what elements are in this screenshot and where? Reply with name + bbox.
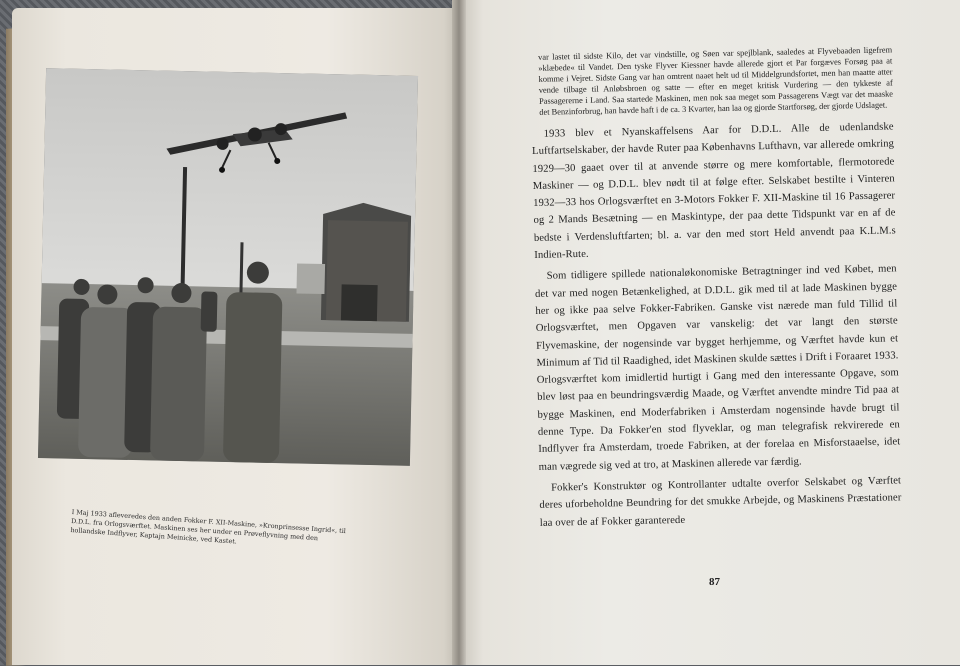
book-gutter [452, 0, 466, 665]
body-paragraph-1: 1933 blev et Nyanskaffelsens Aar for D.D.L. Alle de udenlandske Luftfartselskaber, der havde Ruter paa Københavns Lufthavn, var allerede omkring 1929—30 gaaet over til at anvende større og mere komfortable, flermotorede Maskiner — og D.D.L. blev nødt til at følge efter. Selskabet bestilte i Vinteren 1932—33 hos Orlogsværftet en 3-Motors Fokker F. XII-Maskine til 16 Passagerer og 2 Mands Besætning — en Maskintype, der paa dette Tidspunkt var en af de bedste i Verdensluftfarten; bl. a. var den med stort Held anvendt paa K.L.M.s Indien-Rute. [531, 121, 896, 262]
hangar [321, 202, 411, 322]
distant-building [296, 263, 325, 294]
photo-caption: I Maj 1933 afleveredes den anden Fokker F. XII-Maskine, »Kronprinsesse Ingrid«, til D.D.L. fra Orlogsværftet. Maskinen ses her under en Prøveflyvning med den hollandske Indflyver, Kaptajn Meinicke, ved Kastet. [70, 508, 347, 546]
right-page-text [530, 44, 902, 535]
body-paragraph-3: Fokker's Konstruktør og Kontrollanter udtalte overfor Selskabet og Værftet deres uforbeholdne Beundring for det smukke Arbejde, og Maskinens Præstationer laa over de af Fokker garanterede [539, 475, 902, 529]
page-number: 87 [709, 576, 720, 588]
body-paragraph-2: Som tidligere spillede nationaløkonomiske Betragtninger ind ved Købet, men det var med nogen Betænkelighed, at D.D.L. gik med til at lade Maskinen bygge her og ikke paa selve Fokker-Fabriken. Ganske vist nærede man fuld Tillid til Orlogsværftet, men Opgaven var vanskelig: det var langt den største Flyvemaskine, der nogensinde var bygget herhjemme, og Værftet havde kun et Minimum af Tid til Raadighed, idet Maskinen skulde sættes i Drift i Foraaret 1933. Orlogsværftet kom imidlertid hurtigt i Gang med den interessante Opgave, som blev løst paa en beundringsværdig Maade, og Værftet anvendte mindre Tid paa at bygge Maskinen, end Moderfabriken i Amsterdam nogensinde havde brugt til denne Type. Da Fokker'en stod flyveklar, og man telegrafisk rekvirerede en Indflyver fra Amsterdam, troede Fabriken, at der forelaa en Misforstaaelse, idet man vægrede sig ved at tro, at Maskinen allerede var færdig. [534, 263, 901, 473]
airplane-photograph [38, 68, 418, 466]
top-paragraph: var lastet til sidste Kilo, det var vindstille, og Søen var spejlblank, saaledes at Flyvebaaden ligefrem »klæbede« til Vandet. Den tyske Flyver Kiessner havde allerede gjort et Par forgæves Forsøg paa at komme i Vejret. Sidste Gang var han omtrent naaet helt ud til Middelgrundsfortet, men han maatte atter vende tilbage til Anløbsbroen og satte — efter en meget kritisk Vurdering — den tykkeste af Passagererne i Land. Saa startede Maskinen, men nok saa meget som Passagerens Vægt var det maaske det Benzinforbrug, han havde haft i de ca. 3 Kvarter, han laa og gjorde Startforsøg, der gjorde Udslaget. [538, 45, 894, 117]
photo-illustration [38, 68, 418, 466]
